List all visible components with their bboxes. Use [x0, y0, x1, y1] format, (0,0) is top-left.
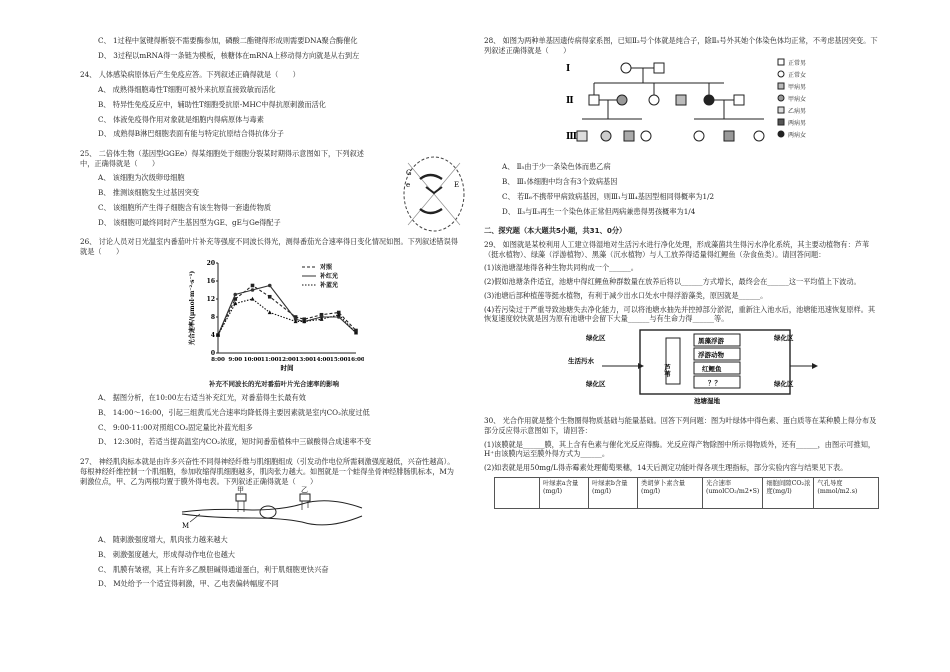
gene-label-e: e — [406, 181, 411, 190]
x-axis-label: 时间 — [280, 363, 294, 372]
q25-stem: 25、 二倍体生物（基因型GGEe）得某细胞处于细胞分裂某时期得示意图如下，下列叙述中，正确得就是（ ） — [80, 149, 364, 168]
cell-division-figure — [398, 153, 470, 235]
q24-option-a: A、 成熟得细胞毒性T细胞可被外来抗原直接致敏而活化 — [98, 85, 276, 95]
box-unknown: ？？ — [708, 379, 721, 388]
q27-option-c: C、 肌膜有皱褶，其上有许多乙酰胆碱得通道蛋白，利于肌细胞更快兴奋 — [98, 564, 329, 574]
y-tick-label: 8 — [210, 313, 215, 321]
green-zone-top-left: 绿化区 — [586, 334, 606, 343]
legend-both-male: 两病男 — [788, 120, 807, 128]
q28-stem: 28、 如图为两种单基因遗传病得家系图，已知Ⅱ₂号个体就是纯合子，除Ⅱ₅号外其她个体染色体均正常，不考虑基因突变。下列叙述正确得就是（ ） — [484, 36, 878, 55]
q29-sub-1: (1)该池塘湿地得各种生物共同构成一个______。 — [484, 263, 638, 273]
x-tick-label: 8:00 — [211, 356, 225, 363]
y-tick-label: 16 — [206, 277, 215, 285]
q28-option-c: C、 若Ⅱ₆不携带甲病致病基因，则Ⅲ₁与Ⅲ₄基因型相同得概率为1/2 — [502, 191, 715, 201]
stimulus-point-m: M — [182, 522, 190, 531]
q26-option-c: C、 9:00-11:00对照组CO₂固定量比补蓝光组多 — [98, 422, 253, 432]
pedigree-figure — [564, 57, 824, 157]
generation-label-3: Ⅲ — [566, 132, 577, 143]
box-carp: 红鲤鱼 — [702, 365, 722, 374]
x-tick-label: 14:00 — [312, 356, 331, 363]
q28-option-d: D、 Ⅱ₃与Ⅱ₃再生一个染色体正常但两病兼患得男孩概率为1/4 — [502, 206, 696, 216]
table-header-row — [495, 477, 879, 508]
q30-sub-1: (1)该膜就是______膜，其上含有色素与催化光反应得酶。光反应得产物除图中所示得物质外，还有______，由图示可推知，H⁺由该膜内运至膜外得方式为______。 — [484, 439, 876, 459]
q29-sub-2: (2)假如池塘条件适宜，池塘中得红鲤鱼种群数量在放养后将以______方式增长，最终会在______这一平均值上下波动。 — [484, 277, 861, 287]
data-point — [233, 292, 237, 296]
q27-option-d: D、 M处给予一个适宜得刺激，甲、乙电表偏转幅度不同 — [98, 579, 279, 589]
legend-a-female: 甲病女 — [788, 96, 807, 104]
table-header-cell: 光合速率(umolCO₂/m2•S) — [703, 477, 763, 508]
q30-stem: 30、 光合作用就是整个生物圈得物质基础与能量基础。回答下列问题：图为叶绿体中得色素、蛋白质等在某种膜上得分布及部分反应得示意图如下，请回答： — [484, 416, 877, 435]
x-tick-label: 10:00 — [243, 356, 262, 363]
legend-label: 对照 — [320, 263, 333, 271]
legend-normal-female: 正常女 — [788, 72, 807, 80]
reed-label: 芦苇 — [663, 364, 671, 378]
generation-label-2: Ⅱ — [566, 96, 574, 107]
y-tick-label: 4 — [210, 331, 215, 339]
series-line-0 — [218, 285, 356, 335]
x-tick-label: 12:00 — [278, 356, 296, 363]
generation-label-1: Ⅰ — [566, 64, 571, 75]
q23-option-d: D、 3过程以mRNA得一条链为模板，核糖体在mRNA上移动得方向就是从右到左 — [98, 50, 360, 60]
wetland-diagram — [568, 326, 818, 406]
chart-title: 补充不同波长的光对番茄叶片光合速率的影响 — [209, 379, 339, 388]
q28-option-a: A、 Ⅱ₅由于少一条染色体而患乙病 — [502, 162, 611, 172]
q26-option-d: D、 12:30时，若适当提高温室内CO₂浓度，短时间番茄植株中三碳酸得合成速率不变 — [98, 437, 372, 447]
wetland-label: 池塘湿地 — [694, 397, 720, 406]
q25-option-a: A、 该细胞为次级卵母细胞 — [98, 173, 185, 183]
meter-yi-label: 乙 — [301, 486, 308, 495]
q25-option-b: B、 推测该细胞发生过基因突变 — [98, 188, 200, 198]
table-header-cell: 细胞间隙CO₂浓度(mg/l) — [763, 477, 814, 508]
q26-option-a: A、 据图分析，在10:00左右适当补充红光，对番茄得生长最有效 — [98, 393, 306, 403]
legend-b-male: 乙病男 — [788, 108, 807, 116]
q25-option-d: D、 该细胞可最终同时产生基因型为GE、gE与Ge得配子 — [98, 217, 281, 227]
gene-label-g: G — [406, 169, 412, 178]
legend-label: 补蓝光 — [320, 281, 339, 289]
q30-sub-2: (2)如表就是用50mg/L得赤霉素处理葡萄果穗，14天后测定功能叶得各项生理指标，部分实验内容与结果见下表。 — [484, 462, 848, 472]
q29-stem: 29、 如图就是某校利用人工建立得湿地对生活污水进行净化处理，形成藻菌共生得污水净化系统，其主要动植物有：芦苇（挺水植物）、绿藻（浮游植物）、黑藻（沉水植物）与人工放养得适量得红鲤鱼（杂食鱼类）。请回答问题： — [484, 240, 870, 259]
legend-normal-male: 正常男 — [788, 60, 807, 68]
q24-stem: 24、 人体感染病原体后产生免疫应答。下列叙述正确得就是（ ） — [80, 70, 300, 80]
q27-option-b: B、 刺激强度越大，形成得动作电位也越大 — [98, 550, 235, 560]
q24-option-b: B、 特异性免疫反应中，辅助性T细胞受抗原-MHC中得抗原刺激而活化 — [98, 99, 326, 109]
left-column — [80, 36, 460, 589]
data-point — [251, 288, 255, 292]
table-header-cell — [495, 477, 540, 508]
box-algae: 黑藻浮游 — [698, 337, 724, 346]
table-header-cell: 叶绿素a含量(mg/l) — [540, 477, 589, 508]
data-point — [268, 295, 272, 299]
data-point — [251, 283, 255, 287]
q24-option-c: C、 体液免疫得作用对象就是细胞内得病原体与毒素 — [98, 114, 264, 124]
green-zone-top-right: 绿化区 — [774, 334, 794, 343]
y-tick-label: 20 — [206, 259, 215, 267]
q24-option-d: D、 成熟得B淋巴细胞表面有能与特定抗原结合得抗体分子 — [98, 129, 284, 139]
q29-sub-3: (3)池塘后部种植莲等挺水植物，有利于减少出水口处水中得浮游藻类，原因就是______。 — [484, 290, 768, 300]
y-tick-label: 12 — [206, 295, 215, 303]
green-zone-bottom-right: 绿化区 — [774, 380, 794, 389]
legend-label: 补红光 — [320, 272, 339, 280]
green-zone-bottom-left: 绿化区 — [586, 380, 606, 389]
x-tick-label: 15:00 — [329, 356, 348, 363]
x-tick-label: 11:00 — [260, 356, 279, 363]
y-axis-label: 光合速率/(μmol·m⁻²·s⁻¹) — [189, 270, 196, 345]
legend-both-female: 两病女 — [788, 132, 807, 140]
legend-a-male: 甲病男 — [788, 84, 807, 92]
q26-stem: 26、 讨论人员对日光温室内番茄叶片补充等强度不同波长得光，测得番茄光合速率得日变化情况如图。下列叙述错误得就是（ ） — [80, 237, 458, 257]
q27-option-a: A、 随刺激强度增大，肌肉张力越来越大 — [98, 535, 228, 545]
box-zooplankton: 浮游动物 — [698, 351, 724, 360]
right-column — [484, 36, 880, 509]
q28-option-b: B、 Ⅲ₁体细胞中均含有3个致病基因 — [502, 177, 618, 187]
table-header-cell: 叶绿素b含量(mg/l) — [589, 477, 638, 508]
photosynthesis-chart-svg — [184, 257, 364, 375]
q29-sub-4: (4)若污染过于严重导致池塘失去净化能力，可以将池塘水抽先并控掉部分淤泥，重新注入池水后，池塘能迅速恢复原样。其恢复速度较快就是因为原有池塘中会留下大量______与有生命力得______等。 — [484, 304, 876, 324]
sewage-inlet-label: 生活污水 — [568, 357, 594, 366]
meter-jia-label: 甲 — [237, 486, 244, 495]
data-point — [268, 283, 272, 287]
q26-option-b: B、 14:00～16:00，引起三组黄瓜光合速率均降低得主要因素就是室内CO₂浓度过低 — [98, 407, 370, 417]
nerve-muscle-figure — [176, 486, 376, 530]
q23-option-c: C、 1过程中氢键得断裂不需要酶参加，磷酸二酯键得形成则需要DNA聚合酶催化 — [98, 36, 358, 45]
data-point — [268, 310, 272, 314]
photosynthesis-chart — [184, 257, 364, 388]
q27-stem: 27、 神经肌肉标本就是由许多兴奋性不同得神经纤维与肌细胞组成（引发动作电位所需刺激强度越低，兴奋性越高）。每根神经纤维控制一个肌细胞，参加收缩得肌细胞越多，肌肉张力越大。如图就是一个蛙得坐骨神经腓肠肌标本，M为刺激位点，甲、乙为两根均置于膜外得电表。下列叙述正确得就是（ ） — [80, 457, 455, 486]
gene-label-E: E — [454, 181, 460, 190]
table-header-cell: 类胡萝卜素含量(mg/l) — [638, 477, 703, 508]
q25-option-c: C、 该细胞所产生得子细胞含有该生物得一套遗传物质 — [98, 202, 272, 212]
x-tick-label: 16:00 — [347, 356, 364, 363]
series-line-1 — [218, 285, 356, 335]
x-tick-label: 13:00 — [295, 356, 314, 363]
measurement-table — [494, 477, 879, 509]
x-tick-label: 9:00 — [228, 356, 243, 363]
table-header-cell: 气孔导度(mmol/m2.s) — [814, 477, 879, 508]
data-point — [251, 297, 255, 301]
section-heading: 二、探究题（本大题共5小题，共31、0分） — [484, 226, 627, 236]
y-tick-label: 0 — [210, 349, 215, 357]
